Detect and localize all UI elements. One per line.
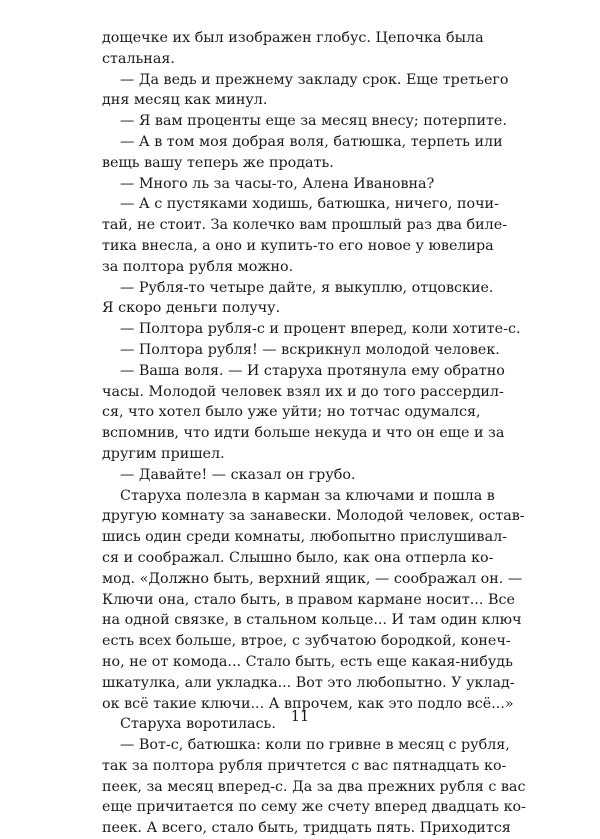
text-line: шись один среди комнаты, любопытно прислушивал-: [102, 529, 508, 546]
text-line: другим пришел.: [102, 445, 225, 462]
text-line: еще причитается по сему же счету вперед двадцать ко-: [102, 799, 526, 816]
page-number: 11: [290, 709, 310, 725]
text-line: — Много ль за часы-то, Алена Ивановна?: [120, 175, 435, 192]
text-line: Старуха полезла в карман за ключами и пошла в: [120, 487, 495, 504]
text-line: — А с пустяками ходишь, батюшка, ничего, почи-: [120, 196, 499, 213]
text-line: за полтора рубля можно.: [102, 258, 294, 275]
text-line: Ключи она, стало быть, в правом кармане носит... Все: [102, 591, 515, 608]
text-line: Старуха воротилась.: [120, 716, 276, 733]
text-line: ся, что хотел было уже уйти; но тотчас одумался,: [102, 404, 481, 421]
text-line: другую комнату за занавески. Молодой человек, остав-: [102, 508, 525, 525]
text-line: ся и соображал. Слышно было, как она отперла ко-: [102, 549, 494, 566]
text-line: так за полтора рубля причтется с вас пятнадцать ко-: [102, 757, 507, 774]
text-line: — Давайте! — сказал он грубо.: [120, 466, 356, 483]
text-line: вспомнив, что идти больше некуда и что он еще и за: [102, 425, 505, 442]
text-line: пеек, за месяц вперед-с. Да за два прежних рубля с вас: [102, 778, 526, 795]
text-line: на одной связке, в стальном кольце... И там один ключ: [102, 612, 522, 629]
text-line: часы. Молодой человек взял их и до того рассердил-: [102, 383, 504, 400]
text-line: стальная.: [102, 50, 175, 67]
text-line: дощечке их был изображен глобус. Цепочка была: [102, 30, 484, 46]
text-line: — А в том моя добрая воля, батюшка, терпеть или: [120, 133, 503, 150]
text-line: — Рубля-то четыре дайте, я выкуплю, отцовские.: [120, 279, 494, 296]
text-line: — Полтора рубля-с и процент вперед, коли хотите-с.: [120, 321, 521, 338]
text-line: — Вот-с, батюшка: коли по гривне в месяц с рубля,: [120, 737, 510, 754]
text-line: есть всех больше, втрое, с зубчатою бородкой, конеч-: [102, 633, 511, 650]
text-line: дня месяц как минул.: [102, 92, 268, 109]
text-line: — Ваша воля. — И старуха протянула ему обратно: [120, 362, 505, 379]
text-line: ок всё такие ключи... А впрочем, как это подло всё...»: [102, 695, 514, 712]
text-line: шкатулка, али укладка... Вот это любопытно. У уклад-: [102, 674, 515, 691]
text-line: мод. «Должно быть, верхний ящик, — соображал он. —: [102, 570, 523, 587]
text-line: тика внесла, а оно и купить-то его новое у ювелира: [102, 237, 494, 254]
text-line: — Я вам проценты еще за месяц внесу; потерпите.: [120, 113, 507, 130]
text-line: Я скоро деньги получу.: [102, 300, 281, 317]
text-line: тай, не стоит. За колечко вам прошлый раз два биле-: [102, 217, 508, 234]
text-line: вещь вашу теперь же продать.: [102, 154, 334, 171]
text-line: — Да ведь и прежнему закладу срок. Еще третьего: [120, 71, 509, 88]
text-line: пеек. А всего, стало быть, тридцать пять. Приходится: [102, 820, 511, 837]
text-line: но, не от комода... Стало быть, есть еще какая-нибудь: [102, 653, 513, 670]
text-line: — Полтора рубля! — вскрикнул молодой человек.: [120, 341, 500, 358]
